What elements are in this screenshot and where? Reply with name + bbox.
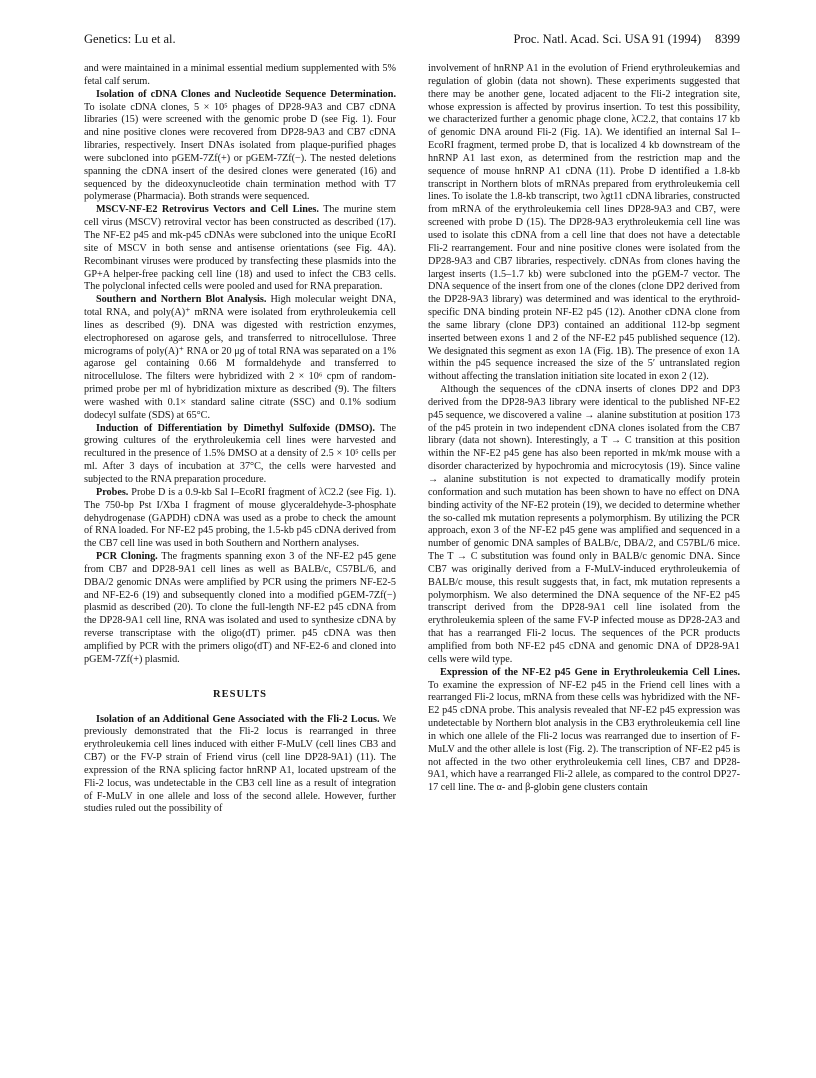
- page-number: 8399: [715, 32, 740, 46]
- paragraph-cdna-isolation: Isolation of cDNA Clones and Nucleotide Sequence Determination. To isolate cDNA clones, 5 × 10⁵ phages of DP28-9A3 and CB7 cDNA libraries (15) were screened with the genomic probe D (see Fig. 1). Four and nine positive clones were recovered from DP28-9A3 and CB7 cDNA libraries, respectively. Insert DNAs isolated from plaque-purified phages were subcloned into pGEM-7Zf(+) or pGEM-7Zf(−). The nested deletions spanning the cDNA insert of the desired clones were generated (16) and sequenced by the dideoxynucleotide chain termination method with T7 polymerase (Pharmacia). Both strands were sequenced.: [84, 88, 396, 203]
- right-column: [428, 63, 740, 795]
- paragraph-blot-analysis: Southern and Northern Blot Analysis. High molecular weight DNA, total RNA, and poly(A)⁺ mRNA were isolated from erythroleukemia cell lines as described (9). DNA was digested with restriction enzymes, electrophoresed on agarose gels, and transferred to nitrocellulose. Three micrograms of poly(A)⁺ RNA or 20 μg of total RNA was separated on a 1% agarose gel containing 0.66 M formaldehyde and transferred to nitrocellulose. The filters were hybridized with 2 × 10⁶ cpm of random-primed probe per ml of hybridization mixture as described (9). The filters were washed with 0.1× standard saline citrate (SSC) and 0.1% sodium dodecyl sulfate (SDS) at 65°C.: [84, 294, 396, 421]
- header-journal-citation: [514, 32, 740, 47]
- run-in-heading: MSCV-NF-E2 Retrovirus Vectors and Cell Lines.: [96, 204, 319, 216]
- left-column: [84, 63, 396, 816]
- run-in-heading: Probes.: [96, 486, 129, 498]
- section-heading-results: RESULTS: [213, 688, 267, 700]
- paragraph-continued: and were maintained in a minimal essential medium supplemented with 5% fetal calf serum.: [84, 63, 396, 87]
- paragraph-fli2-gene: Isolation of an Additional Gene Associated with the Fli-2 Locus. We previously demonstrated that the Fli-2 locus is rearranged in three erythroleukemia cell lines induced with either F-MuLV (cell lines CB3 and CB7) or the FV-P strain of Friend virus (cell line DP28-9A1) (11). The expression of the RNA splicing factor hnRNP A1, located upstream of the Fli-2 locus, was undetectable in the CB3 cell line as a result of integration of F-MuLV in one allele and loss of the second allele. However, further studies ruled out the possibility of: [84, 713, 396, 815]
- run-in-heading: Induction of Differentiation by Dimethyl Sulfoxide (DMSO).: [96, 422, 375, 434]
- header-section-authors: Genetics: Lu et al.: [84, 32, 176, 46]
- paragraph-p45-expression: Expression of the NF-E2 p45 Gene in Erythroleukemia Cell Lines. To examine the expression of NF-E2 p45 in the Friend cell lines with a rearranged Fli-2 locus, mRNA from these cells was hybridized with the NF-E2 p45 cDNA probe. This analysis revealed that NF-E2 p45 expression was undetectable by Northern blot analysis in the CB3 erythroleukemia cell line in which one allele of the Fli-2 locus was rearranged due to insertion of F-MuLV and the other allele is lost (Fig. 2). The transcription of NF-E2 p45 is not affected in the two other erythroleukemia cell lines, CB7 and DP28-9A1, which have a rearranged Fli-2 allele, as compared to the control DP27-17 cell line. The α- and β-globin gene clusters contain: [428, 666, 740, 794]
- paragraph-mk-polymorphism: Although the sequences of the cDNA inserts of clones DP2 and DP3 derived from the DP28-9A3 library were identical to the published NF-E2 p45 sequence, we discovered a valine → alanine substitution at position 173 of the p45 protein in two independent cDNA clones isolated from the CB7 library (data not shown). Interestingly, a T → C transition at this position within the NF-E2 p45 gene has also been reported in mk/mk mouse with a disorder characterized by hypochromia and microcytosis (19). Since valine → alanine substitution is not expected to dramatically modify protein conformation and such mutation has been shown to have no effect on DNA binding activity of the NF-E2 protein (19), we decided to determine whether the so-called mk mutation represents a polymorphism. By utilizing the PCR approach, exon 3 of the NF-E2 p45 gene was amplified and sequenced in a number of genomic DNA samples of BALB/c, DBA/2, and C57BL/6 mice. The T → C substitution was found only in BALB/c genomic DNA. Since CB7 was originally derived from a F-MuLV-induced erythroleukemia of BALB/c mouse, this result suggests that, in fact, mk mutation represents a polymorphism. We also determined the DNA sequence of the NF-E2 p45 transcript derived from the DP28-9A1 cell line isolated from the erythroleukemia spleen of the same FV-P infected mouse as DP28-2A3 and that has a rearranged Fli-2 locus. The sequences of the PCR products amplified from both NF-E2 p45 cDNA and genomic DNA of DP28-9A1 cells were wild type.: [428, 384, 740, 665]
- paragraph-probes: Probes. Probe D is a 0.9-kb Sal I–EcoRI fragment of λC2.2 (see Fig. 1). The 750-bp Pst I/Xba I fragment of mouse glyceraldehyde-3-phosphate dehydrogenase (GAPDH) cDNA was used as a probe to check the amount of RNA loaded. For NF-E2 p45 probing, the 1.5-kb p45 cDNA derived from the CB7 cell line was used in both Southern and Northern analyses.: [84, 486, 396, 550]
- run-in-heading: Expression of the NF-E2 p45 Gene in Erythroleukemia Cell Lines.: [440, 666, 740, 678]
- run-in-heading: PCR Cloning.: [96, 551, 158, 563]
- paragraph-continued: involvement of hnRNP A1 in the evolution of Friend erythroleukemias and regulation of globin (data not shown). These experiments suggested that there may be another gene, located adjacent to the Fli-2 integration site, whose expression is affected by provirus insertion. To test this possibility, we characterized further a genomic phage clone, λC2.2, that contains 17 kb of genomic DNA around Fli-2 (Fig. 1A). We identified an internal Sal I–EcoRI fragment, termed probe D, that is localized 4 kb downstream of the hnRNP A1 last exon, as determined from the restriction map and the sequence of mouse hnRNP A1 cDNA (11). Probe D identified a 1.8-kb transcript in Northern blots of mRNAs prepared from erythroleukemia cell lines. To isolate the 1.8-kb transcript, two λgt11 cDNA libraries, constructed from mRNA of the erythroleukemia cell lines DP28-9A3 and CB7, were screened with probe D (15). The DP28-9A3 erythroleukemia cell line was used to isolate this cDNA from a cell line that does not have a detectable Fli-2 rearrangement. Four and nine positive clones were isolated from the DP28-9A3 and CB7 libraries, respectively. cDNAs from clones having the largest inserts (1.5–1.7 kb) were subcloned into the pGEM-7 vector. The DNA sequence of the insert from one of the clones (clone DP2 derived from the DP28-9A3 library) was determined and was identical to the erythroid-specific DNA binding protein NF-E2 p45 (12). Another cDNA clone from the same library (clone DP3) contained an additional 112-bp segment inserted between exons 1 and 2 of the NF-E2 p45 published sequence (12). We designated this segment as exon 1A (Fig. 1B). The presence of exon 1A within the p45 sequence increased the size of the 5′ untranslated region without affecting the translation initiation site located in exon 2 (12).: [428, 63, 740, 383]
- run-in-heading: Southern and Northern Blot Analysis.: [96, 294, 267, 306]
- paragraph-dmso-induction: Induction of Differentiation by Dimethyl Sulfoxide (DMSO). The growing cultures of the erythroleukemia cell lines were harvested and recultured in the presence of 1.5% DMSO at a density of 2.5 × 10⁵ cells per ml. After 3 days of incubation at 37°C, the cells were harvested and subjected to the RNA preparation procedure.: [84, 422, 396, 485]
- journal-name: Proc. Natl. Acad. Sci. USA 91 (1994): [513, 32, 701, 46]
- run-in-heading: Isolation of an Additional Gene Associated with the Fli-2 Locus.: [96, 713, 380, 725]
- paragraph-mscv-vectors: MSCV-NF-E2 Retrovirus Vectors and Cell Lines. The murine stem cell virus (MSCV) retroviral vector has been constructed as described (17). The NF-E2 p45 and mk-p45 cDNAs were subcloned into the unique EcoRI site of MSCV in both sense and antisense orientations (see Fig. 4A). Recombinant viruses were produced by transfecting these plasmids into the GP+A helper-free packing cell line (18) and used to infect the CB3 cells. The polyclonal infected cells were pooled and used for RNA preparation.: [84, 204, 396, 293]
- paragraph-pcr-cloning: PCR Cloning. The fragments spanning exon 3 of the NF-E2 p45 gene from CB7 and DP28-9A1 cell lines as well as BALB/c, C57BL/6, and DBA/2 genomic DNAs were amplified by PCR using the primers NF-E2-5 and NF-E2-6 (19) and subsequently cloned into a modified pGEM-7Zf(−) plasmid as described (20). To clone the full-length NF-E2 p45 cDNA from the DP28-9A1 cell line, RNA was isolated and used to synthesize cDNA by reverse transcriptase with the oligo(dT) primer. p45 cDNA was then amplified by PCR with the primers oligo(dT) and NF-E2-6 and cloned into pGEM-7Zf(+) plasmid.: [84, 551, 396, 665]
- running-header: [84, 32, 740, 50]
- run-in-heading: Isolation of cDNA Clones and Nucleotide Sequence Determination.: [96, 88, 396, 100]
